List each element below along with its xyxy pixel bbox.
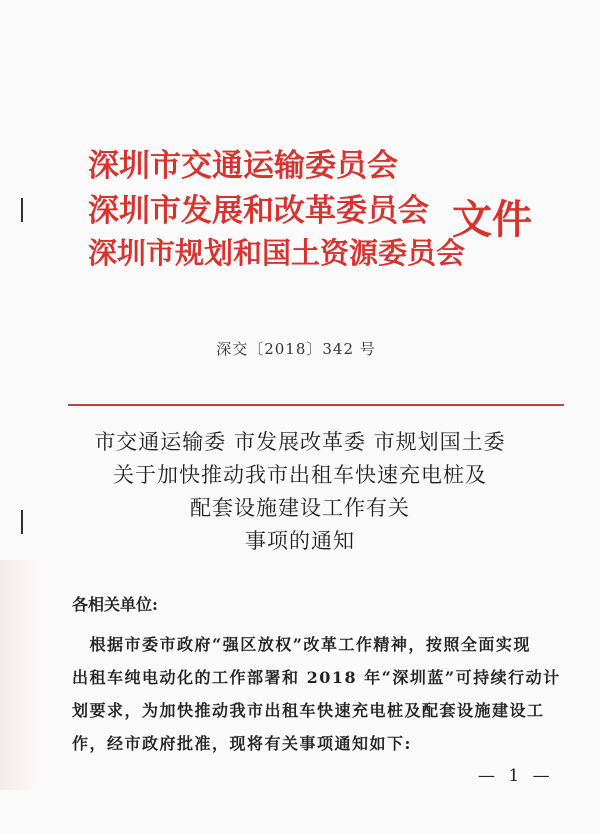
- title-line: 关于加快推动我市出租车快速充电桩及: [113, 463, 487, 487]
- body-line: 根据市委市政府“强区放权”改革工作精神，按照全面实现: [72, 635, 531, 654]
- document-number: 深交〔2018〕342 号: [216, 340, 376, 358]
- red-divider: [68, 404, 564, 406]
- title-line: 事项的通知: [245, 529, 355, 553]
- body-line: 出租车纯电动化的工作部署和 2018 年“深圳蓝”可持续行动计: [72, 668, 561, 687]
- document-suffix: 文件: [452, 196, 532, 243]
- issuing-org: 深圳市发展和改革委员会: [88, 193, 429, 229]
- body-line: 作，经市政府批准，现将有关事项通知如下:: [72, 734, 412, 753]
- paper-shadow: [0, 560, 40, 790]
- page-number: — 1 —: [478, 766, 554, 786]
- salutation: 各相关单位:: [72, 595, 158, 614]
- body-line: 划要求，为加快推动我市出租车快速充电桩及配套设施建设工: [72, 701, 545, 720]
- issuing-org: 深圳市规划和国土资源委员会: [88, 236, 466, 270]
- title-line: 配套设施建设工作有关: [190, 496, 410, 520]
- issuing-org: 深圳市交通运输委员会: [88, 148, 398, 184]
- title-line: 市交通运输委 市发展改革委 市规划国土委: [94, 430, 506, 454]
- binding-mark: [21, 198, 23, 222]
